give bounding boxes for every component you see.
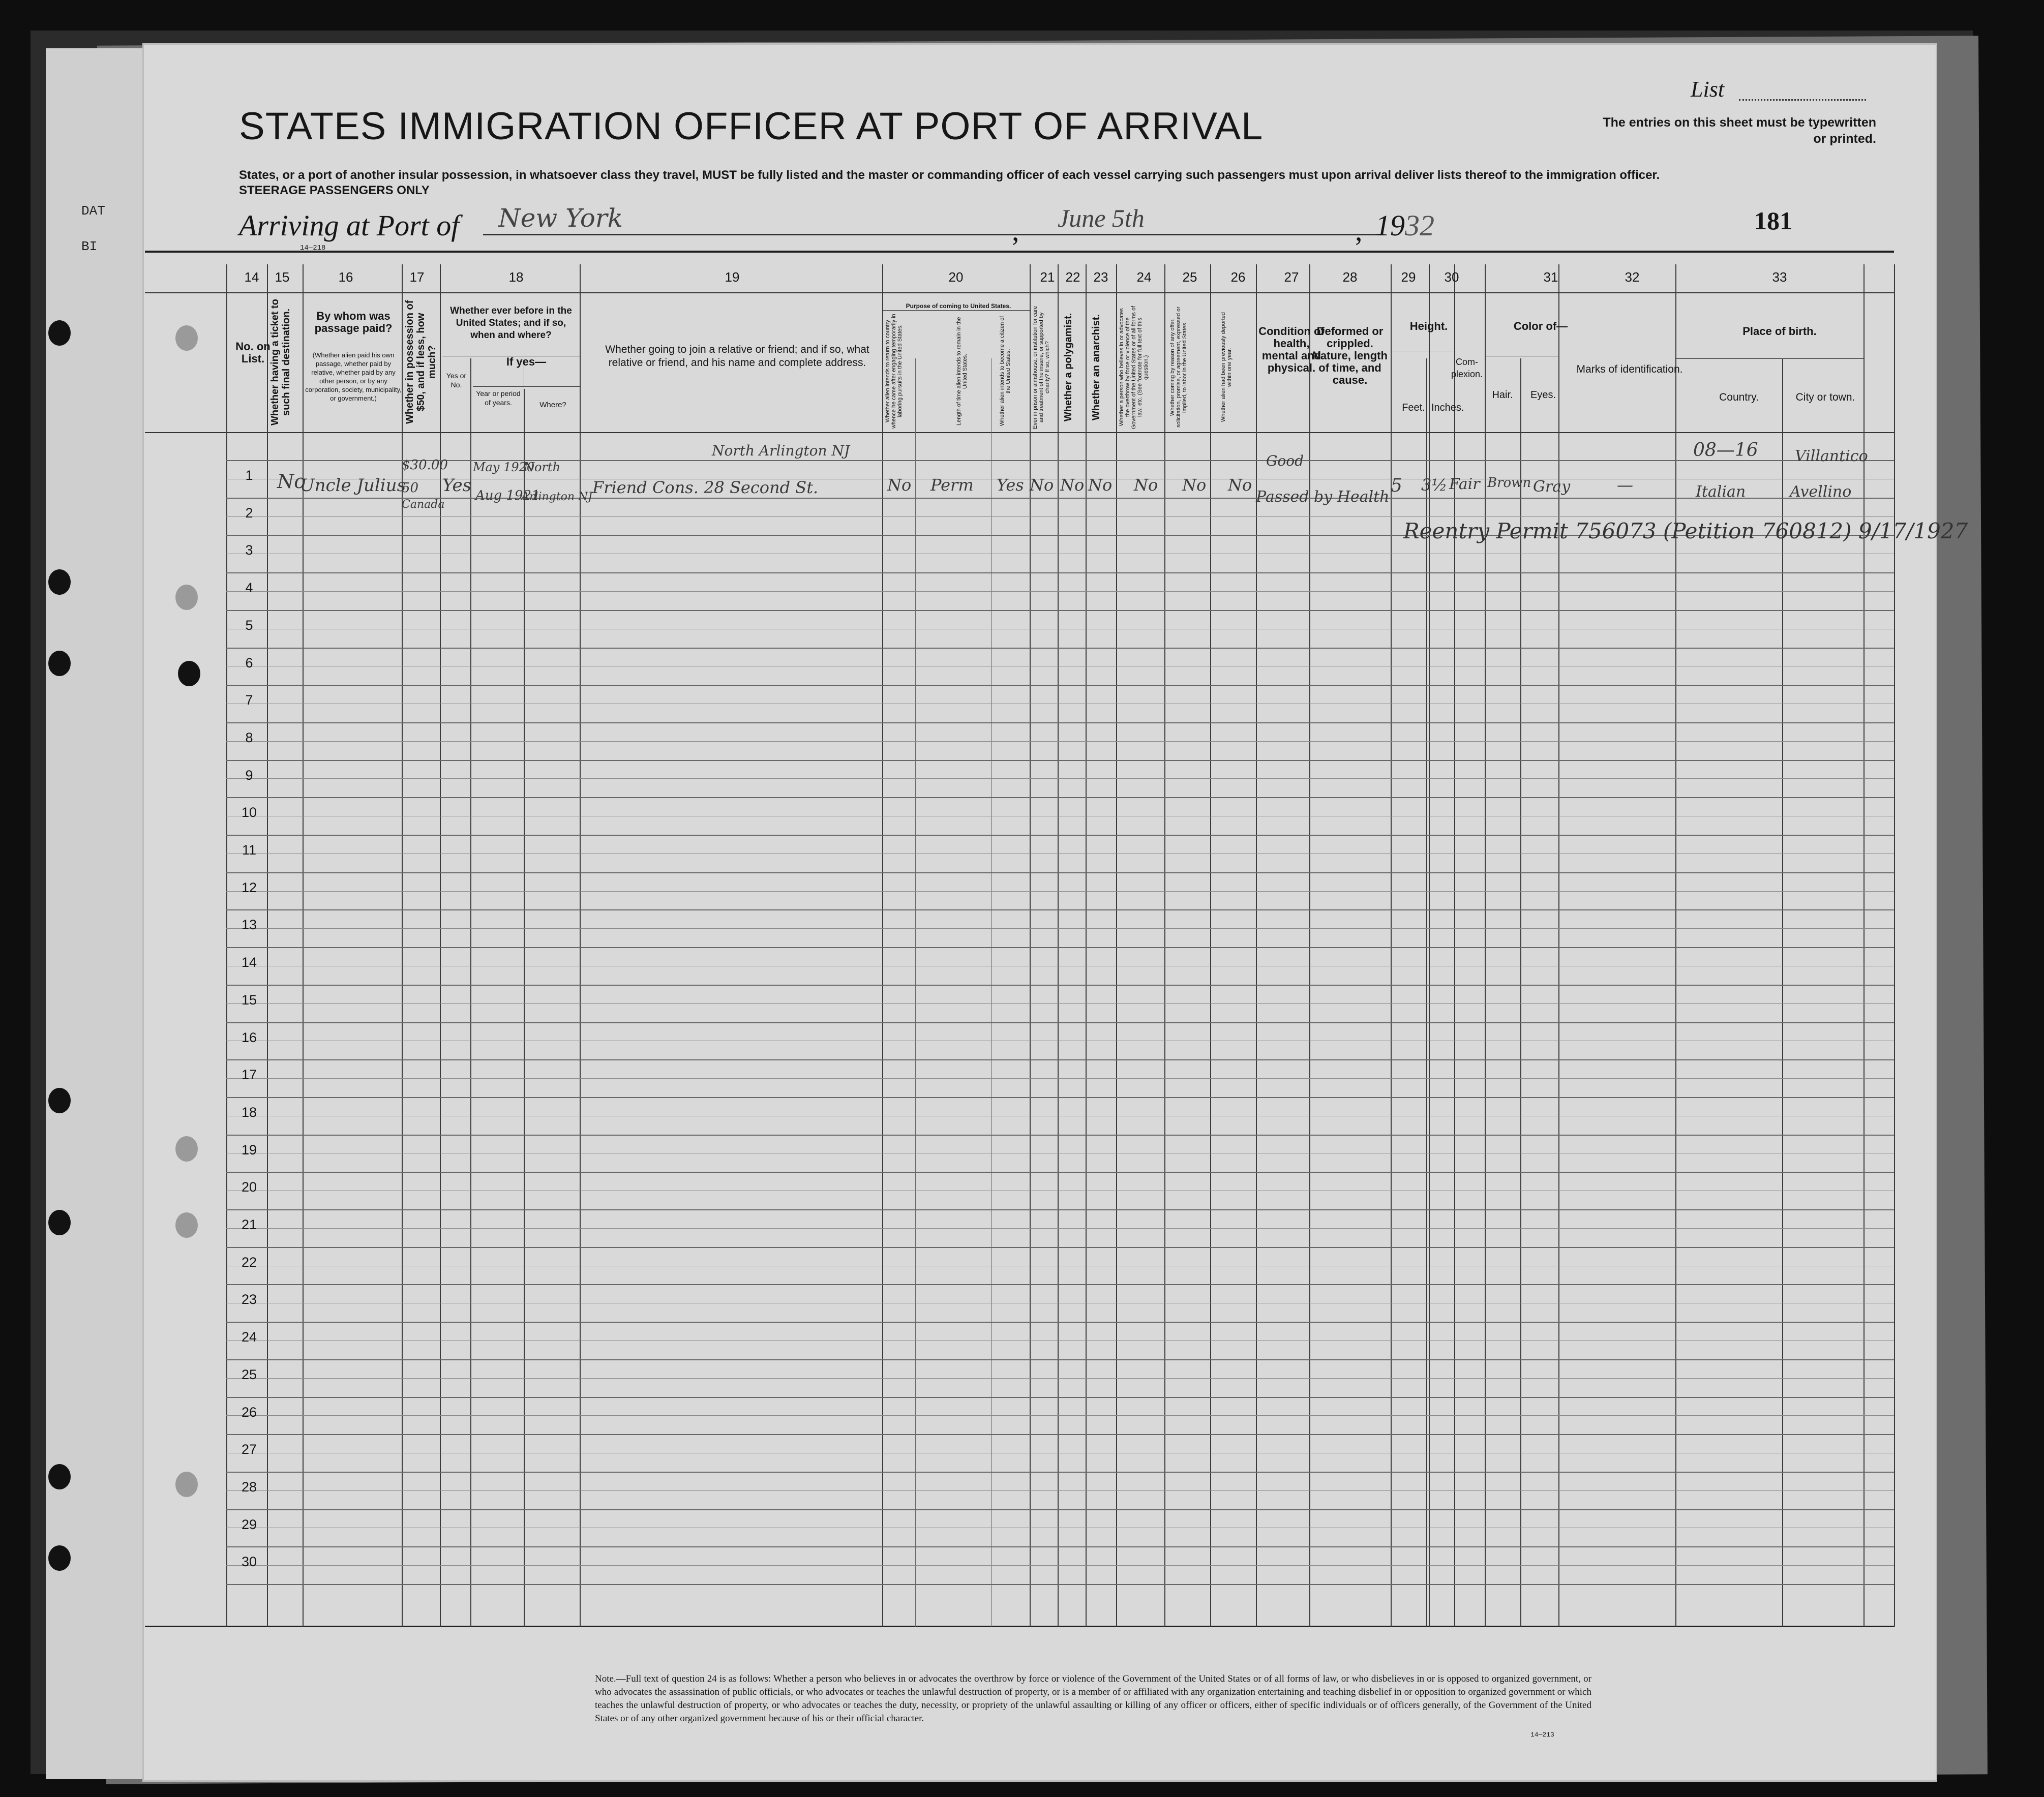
header-deformed: Deformed or crippled. Nature, length of time, and cause.	[1312, 325, 1388, 386]
entry-before-year: May 1920	[473, 460, 535, 474]
column-rule	[1675, 264, 1676, 1627]
row-rule	[226, 778, 1894, 779]
row-rule	[226, 1322, 1894, 1323]
entry-inches: 3½	[1421, 475, 1448, 495]
subheader-rule	[473, 386, 580, 387]
column-number: 28	[1342, 269, 1358, 285]
form-title: STATES IMMIGRATION OFFICER AT PORT OF ARRIVAL	[239, 105, 1264, 148]
punch-hole-shadow	[175, 1472, 198, 1497]
row-rule	[226, 985, 1894, 986]
footnote-code: 14—213	[1530, 1731, 1554, 1739]
row-rule	[226, 591, 1894, 592]
entry-marks: —	[1617, 475, 1633, 495]
row-rule	[226, 648, 1894, 649]
column-number: 23	[1093, 269, 1108, 285]
comma: ,	[1012, 214, 1019, 247]
entry-before-year-2: Aug 1921	[475, 488, 540, 503]
header-color-of: Color of—	[1513, 320, 1568, 332]
column-number: 14	[244, 269, 259, 285]
row-rule	[226, 1059, 1894, 1060]
header-eyes: Eyes.	[1530, 389, 1556, 401]
row-number: 12	[241, 879, 257, 895]
punch-hole-shadow	[175, 1136, 198, 1162]
entry-money-3: Canada	[402, 498, 445, 511]
column-rule	[1116, 264, 1117, 1627]
row-rule	[226, 909, 1894, 910]
entry-relative-address: North Arlington NJ	[712, 442, 850, 459]
row-rule	[226, 760, 1894, 761]
punch-hole	[178, 661, 200, 686]
entry-feet: 5	[1391, 475, 1402, 496]
comma: ,	[1355, 214, 1363, 247]
row-rule	[226, 1209, 1894, 1210]
row-rule	[226, 1509, 1894, 1510]
column-number: 20	[948, 269, 964, 285]
header-purpose-return: Whether alien intends to return to country whence he came after engaging temporarily in laboring pursuits in the United States.	[885, 314, 903, 429]
header-place-of-birth: Place of birth.	[1742, 325, 1817, 338]
subcolumn-rule	[1520, 358, 1521, 1627]
row-rule	[226, 1172, 1894, 1173]
row-rule	[226, 572, 1894, 573]
steerage-label: STEERAGE PASSENGERS ONLY	[239, 184, 430, 197]
header-height: Height.	[1409, 320, 1448, 332]
entry-prison: No	[1030, 475, 1054, 495]
row-rule	[226, 1003, 1894, 1004]
column-number: 22	[1065, 269, 1080, 285]
row-number: 11	[242, 842, 257, 858]
header-money: Whether in possession of $50, and if less, how much?	[404, 300, 438, 424]
row-number: 2	[245, 505, 253, 521]
column-number: 15	[275, 269, 290, 285]
entry-country-code: 08—16	[1693, 440, 1758, 461]
column-rule	[1030, 264, 1031, 1627]
column-rule	[1863, 264, 1865, 1627]
row-number: 19	[241, 1142, 257, 1158]
previous-page-edge	[46, 48, 147, 1779]
column-number: 26	[1230, 269, 1246, 285]
row-number: 17	[241, 1067, 257, 1083]
header-ticket: Whether having a ticket to such final destination.	[269, 299, 292, 425]
row-rule	[226, 1472, 1894, 1473]
subcolumn-rule	[1782, 358, 1783, 1627]
row-number: 27	[241, 1442, 257, 1457]
row-number: 6	[245, 655, 253, 671]
row-number: 8	[245, 729, 253, 745]
form-code: 14—218	[300, 244, 326, 252]
header-purpose-length: Length of time alien intends to remain in the United States.	[956, 317, 968, 425]
header-purpose-citizen: Whether alien intends to become a citizen of the United States.	[999, 316, 1011, 427]
entry-purpose-length: Perm	[930, 475, 974, 495]
row-number: 26	[241, 1404, 257, 1420]
port-field: New York	[483, 203, 1027, 235]
table-bottom-rule	[145, 1626, 1894, 1627]
header-if-yes: If yes—	[506, 355, 547, 368]
row-number: 7	[245, 692, 253, 708]
header-complexion: Com-plexion.	[1451, 357, 1483, 379]
header-q25: Whether coming by reason of any offer, solicitation, promise, or agreement, expressed or implied, to labor in the United States.	[1169, 307, 1188, 428]
row-rule	[226, 1135, 1894, 1136]
row-rule	[226, 1247, 1894, 1248]
row-number: 15	[241, 992, 257, 1008]
row-rule	[226, 947, 1894, 948]
entry-complexion: Fair	[1449, 475, 1480, 493]
entry-country: Italian	[1696, 483, 1746, 501]
row-rule	[226, 1378, 1894, 1379]
column-rule	[1309, 264, 1310, 1627]
margin-stamp-2: BI	[81, 239, 98, 254]
row-rule	[226, 685, 1894, 686]
header-q24: Whether a person who believes in or advocates the overthrow by force or violence of the Government of the United States or of all forms of law, etc. (See footnote for full text of this question.)	[1119, 306, 1149, 429]
row-number: 4	[245, 580, 253, 596]
header-where: Where?	[539, 401, 566, 409]
entry-city: Avellino	[1790, 483, 1852, 501]
row-number: 18	[241, 1104, 257, 1120]
subcolumn-rule	[524, 389, 525, 1627]
row-number: 5	[245, 617, 253, 633]
header-passage-paid-note: (Whether alien paid his own passage, whether paid by relative, whether paid by any other person, or by any corporation, society, municipality, or government.)	[305, 351, 402, 402]
column-rule	[1086, 264, 1087, 1627]
entry-purpose-return: No	[887, 475, 912, 495]
column-rule	[1391, 264, 1392, 1627]
punch-hole	[48, 1210, 71, 1235]
column-number: 25	[1182, 269, 1197, 285]
column-rule	[1058, 264, 1059, 1627]
column-rule	[580, 264, 581, 1627]
typewritten-note: The entries on this sheet must be typewritten or printed.	[1603, 115, 1876, 146]
header-marks: Marks of identification.	[1576, 363, 1683, 375]
entry-city-top: Villantico	[1795, 447, 1868, 465]
row-number: 13	[241, 917, 257, 933]
row-number: 21	[241, 1217, 257, 1232]
year-field	[1375, 208, 1434, 242]
row-number: 14	[241, 955, 257, 970]
row-number: 23	[241, 1292, 257, 1307]
column-rule	[991, 358, 992, 1627]
entry-q26: No	[1228, 475, 1252, 495]
row-rule	[226, 1097, 1894, 1098]
header-no-on-list: No. on List.	[235, 340, 270, 365]
row-number: 16	[241, 1029, 257, 1045]
entry-before-where-2: Arlington NJ	[521, 491, 593, 503]
row-number: 28	[241, 1479, 257, 1495]
column-rule	[1210, 264, 1211, 1627]
row-number: 25	[241, 1366, 257, 1382]
column-number: 30	[1444, 269, 1459, 285]
column-number: 32	[1625, 269, 1640, 285]
header-bottom-rule	[145, 432, 1894, 433]
row-rule	[226, 835, 1894, 836]
header-country: Country.	[1719, 391, 1759, 403]
row-number: 10	[241, 805, 257, 820]
row-rule	[226, 516, 1894, 517]
entry-paid-by: Uncle Julius	[300, 475, 406, 496]
column-rule	[1256, 264, 1257, 1627]
instructions	[239, 168, 1866, 198]
entry-purpose-citizen: Yes	[997, 475, 1024, 495]
row-rule	[226, 1584, 1894, 1585]
entry-money-2: 50	[402, 480, 419, 496]
row-number: 9	[245, 767, 253, 783]
entry-q25: No	[1182, 475, 1207, 495]
sheet-number: 181	[1754, 206, 1792, 235]
column-number: 24	[1136, 269, 1152, 285]
header-relative: Whether going to join a relative or friend; and if so, what relative or friend, and his name and complete address.	[605, 344, 869, 369]
entry-health: Good	[1266, 452, 1304, 469]
column-number: 17	[409, 269, 425, 285]
subcolumn-rule	[470, 358, 471, 1627]
header-passage-paid: By whom was passage paid?	[314, 310, 393, 334]
row-rule	[226, 891, 1894, 892]
date-field: June 5th	[1027, 203, 1383, 235]
row-rule	[226, 1546, 1894, 1547]
punch-hole-shadow	[175, 585, 198, 610]
entry-q24: No	[1134, 475, 1158, 495]
entry-polygamist: No	[1060, 475, 1085, 495]
row-rule	[226, 1228, 1894, 1229]
column-rule	[1429, 264, 1430, 1627]
punch-hole	[48, 320, 71, 346]
header-hair: Hair.	[1492, 389, 1513, 401]
entry-eyes: Gray	[1533, 478, 1571, 496]
row-rule	[226, 1284, 1894, 1285]
entry-reentry-permit: Reentry Permit 756073 (Petition 760812) 9/17/1927	[1403, 519, 1968, 543]
header-polygamist: Whether a polygamist.	[1063, 313, 1074, 422]
column-rule	[915, 358, 916, 1627]
row-rule	[226, 1434, 1894, 1435]
punch-hole	[48, 1545, 71, 1571]
punch-hole	[48, 1088, 71, 1113]
column-number: 21	[1040, 269, 1055, 285]
row-rule	[226, 1415, 1894, 1416]
column-number: 27	[1284, 269, 1299, 285]
header-q26: Whether alien had been previously deported within one year.	[1220, 312, 1233, 422]
row-number: 24	[241, 1329, 257, 1345]
punch-hole	[48, 569, 71, 595]
year-prefix: 19	[1375, 209, 1405, 242]
subheader-rule	[1675, 358, 1863, 359]
subcolumn-rule	[1426, 358, 1427, 1627]
footnote: Note.—Full text of question 24 is as follows: Whether a person who believes in or advocates the overthrow by force or violence of the Government of the United States or of all forms of law, or who disbelieves in or is opposed to organized government, or who advocates the assassination of public officials, or who advocates or teaches the unlawful destruction of property, or is a member of or affiliated with any organization entertaining and teaching disbelief in or opposition to organized government or which teaches the unlawful destruction of property, or who advocates or teaches the duty, necessity, or propriety of the unlawful assaulting or killing of any officer or officers, either of specific individuals or of officers generally, of the Government of the United States or of any other organized government because of his or their official character.	[595, 1673, 1591, 1724]
row-rule	[226, 1565, 1894, 1566]
row-rule	[226, 1490, 1894, 1491]
header-health: Condition of health, mental and physical.	[1258, 325, 1325, 374]
row-number: 30	[241, 1554, 257, 1570]
column-number: 31	[1543, 269, 1558, 285]
row-number: 1	[245, 468, 253, 483]
row-rule	[226, 741, 1894, 742]
entry-hair: Brown	[1487, 475, 1531, 491]
column-rule	[1454, 264, 1455, 1627]
instructions-text: States, or a port of another insular possession, in whatsoever class they travel, MUST be fully listed and the master or commanding officer of each vessel carrying such passengers must upon arrival deliver lists thereof to the immigration officer.	[239, 168, 1660, 182]
row-number: 3	[245, 542, 253, 558]
row-rule	[226, 1022, 1894, 1023]
row-rule	[226, 872, 1894, 873]
column-rule	[303, 264, 304, 1627]
entry-relative: Friend Cons. 28 Second St.	[592, 478, 819, 497]
column-number: 29	[1401, 269, 1416, 285]
header-year: Year or period of years.	[476, 389, 521, 407]
year-suffix: 32	[1405, 209, 1434, 242]
header-ever-before: Whether ever before in the United States; and if so, when and where?	[450, 306, 572, 341]
row-rule	[226, 1078, 1894, 1079]
entry-money: $30.00	[402, 458, 448, 473]
punch-hole	[48, 1464, 71, 1489]
punch-hole-shadow	[175, 325, 198, 351]
row-number: 22	[241, 1254, 257, 1270]
row-rule	[226, 1397, 1894, 1398]
arriving-label: Arriving at Port of	[239, 209, 460, 242]
header-feet: Feet.	[1402, 402, 1425, 413]
row-rule	[226, 610, 1894, 611]
header-city: City or town.	[1795, 391, 1855, 403]
row-rule	[226, 797, 1894, 798]
list-label: List	[1691, 77, 1725, 102]
header-rule	[145, 292, 1894, 293]
entry-before-where: North	[524, 460, 561, 474]
row-number: 29	[241, 1516, 257, 1532]
row-rule	[226, 1359, 1894, 1360]
column-rule	[1164, 264, 1165, 1627]
column-number: 33	[1772, 269, 1787, 285]
punch-hole	[48, 651, 71, 676]
entry-before-yes: Yes	[442, 475, 472, 496]
entry-ticket: No	[277, 470, 306, 493]
header-inches: Inches.	[1431, 402, 1464, 413]
header-prison: Ever in prison or almshouse, or institution for care and treatment of the insane, or supported by charity? If so, which?	[1032, 306, 1050, 429]
column-number: 19	[725, 269, 740, 285]
column-rule	[1485, 264, 1486, 1627]
row-rule	[226, 722, 1894, 723]
column-number: 18	[508, 269, 524, 285]
column-rule	[1894, 264, 1895, 1627]
punch-hole-shadow	[175, 1212, 198, 1238]
header-yes-no: Yes or No.	[446, 372, 467, 389]
column-rule	[882, 264, 883, 1627]
entry-anarchist: No	[1088, 475, 1113, 495]
list-number-line	[1739, 99, 1866, 101]
header-purpose: Purpose of coming to United States.	[906, 302, 1011, 310]
header-anarchist: Whether an anarchist.	[1091, 314, 1102, 420]
column-rule	[1558, 264, 1559, 1627]
row-number: 20	[241, 1179, 257, 1195]
entry-health-passed: Passed by Health	[1256, 488, 1390, 506]
table-top-rule	[145, 251, 1894, 253]
margin-stamp: DAT	[81, 203, 105, 219]
column-number: 16	[338, 269, 353, 285]
row-rule	[226, 928, 1894, 929]
